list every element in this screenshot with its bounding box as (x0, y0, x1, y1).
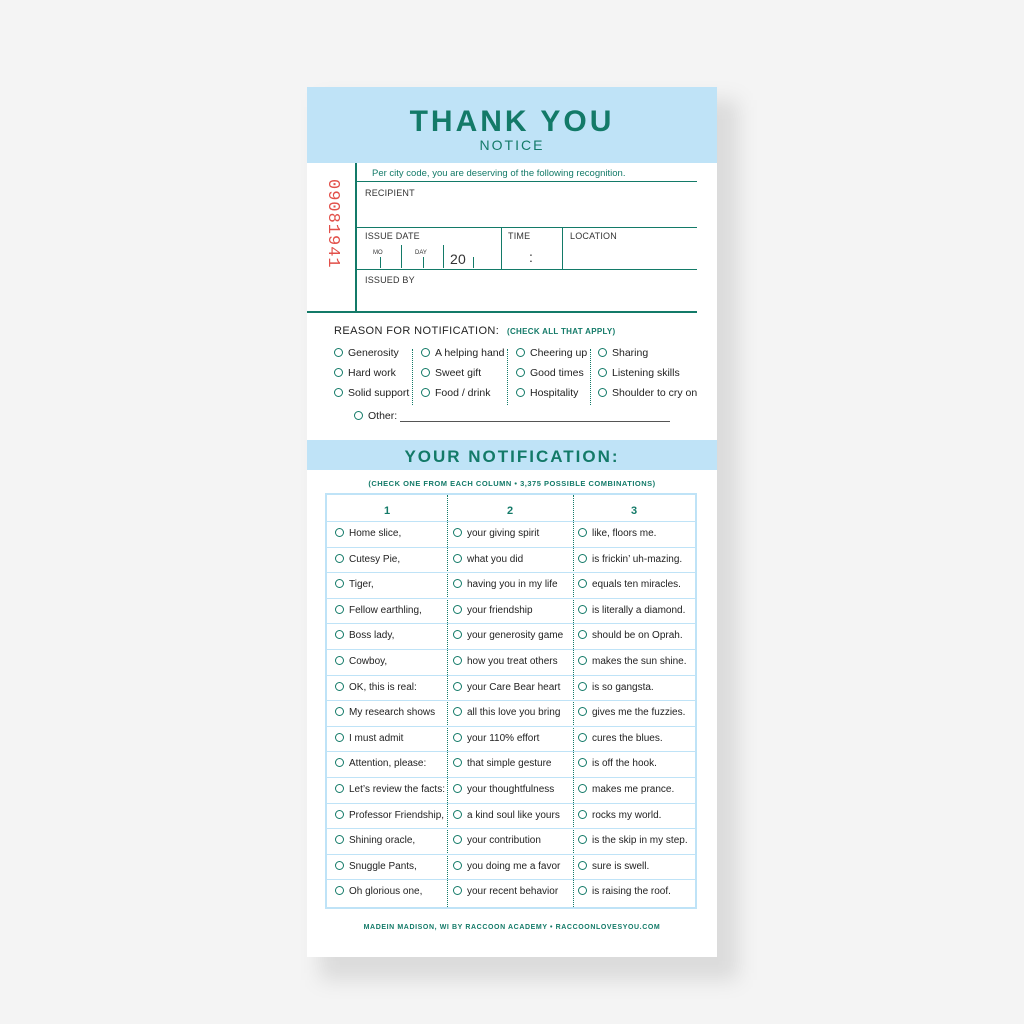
column-3-option[interactable] (578, 554, 682, 565)
column-1-option[interactable] (335, 656, 387, 667)
circle-checkbox-icon[interactable] (578, 861, 587, 870)
month-divider (401, 245, 402, 268)
circle-checkbox-icon[interactable] (335, 810, 344, 819)
circle-checkbox-icon[interactable] (453, 810, 462, 819)
option-text: having you in my life (467, 579, 558, 591)
circle-checkbox-icon[interactable] (578, 784, 587, 793)
circle-checkbox-icon[interactable] (578, 579, 587, 588)
option-text: Fellow earthling, (349, 604, 422, 616)
circle-checkbox-icon[interactable] (578, 835, 587, 844)
circle-checkbox-icon[interactable] (578, 605, 587, 614)
option-text: that simple gesture (467, 758, 552, 770)
reason-option[interactable] (598, 387, 697, 399)
column-3-option[interactable] (578, 733, 663, 744)
table-row (327, 700, 695, 726)
issue-date-label: ISSUE DATE (365, 231, 420, 241)
option-text: cures the blues. (592, 732, 663, 744)
reason-option[interactable] (421, 387, 490, 399)
circle-checkbox-icon[interactable] (335, 784, 344, 793)
circle-checkbox-icon[interactable] (516, 388, 525, 397)
circle-checkbox-icon[interactable] (335, 656, 344, 665)
circle-checkbox-icon[interactable] (453, 528, 462, 537)
option-text: Attention, please: (349, 758, 427, 770)
option-text: is frickin’ uh-mazing. (592, 553, 683, 565)
reason-divider-1 (412, 349, 413, 405)
column-1-option[interactable] (335, 707, 435, 718)
column-1-option[interactable] (335, 554, 400, 565)
issued-by-label: ISSUED BY (365, 275, 415, 285)
column-1-option[interactable] (335, 630, 394, 641)
column-1-option[interactable] (335, 861, 417, 872)
circle-checkbox-icon[interactable] (578, 886, 587, 895)
circle-checkbox-icon[interactable] (578, 758, 587, 767)
option-text: is literally a diamond. (592, 604, 686, 616)
circle-checkbox-icon[interactable] (453, 835, 462, 844)
table-row (327, 675, 695, 701)
column-1-option[interactable] (335, 886, 422, 897)
reason-option-label: Food / drink (435, 387, 491, 399)
table-row (327, 828, 695, 854)
time-divider (501, 227, 502, 269)
table-row (327, 623, 695, 649)
column-header-2: 2 (506, 505, 514, 517)
option-text: is raising the roof. (592, 886, 671, 898)
column-2-option[interactable] (453, 861, 560, 872)
column-3-option[interactable] (578, 758, 657, 769)
reason-title: REASON FOR NOTIFICATION: (334, 325, 500, 337)
option-text: is the skip in my step. (592, 835, 688, 847)
table-row (327, 521, 695, 547)
time-colon: : (529, 249, 534, 265)
option-text: OK, this is real: (349, 681, 417, 693)
circle-checkbox-icon[interactable] (453, 707, 462, 716)
other-label: Other: (368, 410, 398, 422)
circle-checkbox-icon[interactable] (598, 368, 607, 377)
column-3-option[interactable] (578, 861, 649, 872)
column-2-option[interactable] (453, 758, 552, 769)
circle-checkbox-icon[interactable] (335, 528, 344, 537)
table-row (327, 803, 695, 829)
column-1-option[interactable] (335, 682, 417, 693)
option-text: Oh glorious one, (349, 886, 423, 898)
option-text: your giving spirit (467, 528, 540, 539)
column-2-option[interactable] (453, 733, 539, 744)
reason-option[interactable] (598, 367, 680, 379)
column-2-option[interactable] (453, 528, 539, 539)
reason-divider-2 (507, 349, 508, 405)
circle-checkbox-icon[interactable] (453, 784, 462, 793)
option-text: sure is swell. (592, 860, 650, 872)
footer-credit: MADEIN MADISON, WI BY RACCOON ACADEMY • RACCOONLOVESYOU.COM (363, 924, 661, 931)
circle-checkbox-icon[interactable] (335, 579, 344, 588)
reason-option-label: Good times (530, 367, 584, 379)
column-1-option[interactable] (335, 835, 415, 846)
option-text: Let’s review the facts: (349, 784, 445, 795)
column-3-option[interactable] (578, 579, 681, 590)
recipient-label: RECIPIENT (365, 188, 415, 198)
option-text: is so gangsta. (592, 681, 654, 693)
day-tick (423, 257, 424, 268)
circle-checkbox-icon[interactable] (335, 554, 344, 563)
option-text: makes me prance. (592, 784, 675, 795)
column-2-option[interactable] (453, 682, 560, 693)
option-text: your Care Bear heart (467, 681, 561, 693)
column-3-option[interactable] (578, 810, 661, 821)
day-divider (443, 245, 444, 268)
table-row (327, 854, 695, 880)
reason-option[interactable] (516, 387, 578, 399)
option-text: your contribution (467, 835, 541, 847)
option-text: you doing me a favor (467, 860, 561, 872)
circle-checkbox-icon[interactable] (334, 348, 343, 357)
option-text: your recent behavior (467, 886, 559, 898)
option-text: makes the sun shine. (592, 656, 687, 667)
option-text: Snuggle Pants, (349, 860, 417, 872)
reason-option-label: A helping hand (435, 347, 505, 359)
column-2-option[interactable] (453, 810, 560, 821)
circle-checkbox-icon[interactable] (334, 388, 343, 397)
option-text: gives me the fuzzies. (592, 707, 686, 719)
column-2-option[interactable] (453, 707, 560, 718)
option-text: your thoughtfulness (467, 784, 555, 795)
reason-option[interactable] (598, 347, 648, 359)
column-1-option[interactable] (335, 579, 374, 590)
reason-option-label: Hospitality (530, 387, 579, 399)
reason-option[interactable] (334, 347, 399, 359)
option-text: Tiger, (349, 579, 374, 591)
option-text: your generosity game (467, 630, 564, 642)
circle-checkbox-icon[interactable] (453, 886, 462, 895)
circle-checkbox-icon[interactable] (578, 682, 587, 691)
circle-checkbox-icon[interactable] (578, 656, 587, 665)
option-text: your friendship (467, 604, 533, 616)
reason-option[interactable] (334, 387, 409, 399)
circle-checkbox-icon[interactable] (335, 682, 344, 691)
circle-checkbox-icon[interactable] (334, 368, 343, 377)
reason-option-label: Listening skills (612, 367, 680, 379)
recipient-rule (357, 227, 697, 228)
table-row (327, 649, 695, 675)
column-3-option[interactable] (578, 656, 687, 667)
table-row (327, 547, 695, 573)
column-3-option[interactable] (578, 630, 683, 641)
circle-checkbox-icon[interactable] (578, 554, 587, 563)
reason-option[interactable] (334, 367, 396, 379)
circle-checkbox-icon[interactable] (578, 707, 587, 716)
column-3-option[interactable] (578, 886, 671, 897)
circle-checkbox-icon[interactable] (578, 810, 587, 819)
year-tick (473, 257, 474, 268)
option-text: how you treat others (467, 656, 558, 667)
column-2-option[interactable] (453, 656, 558, 667)
location-label: LOCATION (570, 231, 617, 241)
circle-checkbox-icon[interactable] (598, 348, 607, 357)
notice-subtitle: NOTICE (479, 137, 545, 153)
column-2-option[interactable] (453, 835, 541, 846)
intro-rule (357, 181, 697, 182)
reason-subtitle: (CHECK ALL THAT APPLY) (507, 327, 616, 336)
circle-checkbox-icon[interactable] (335, 835, 344, 844)
option-text: is off the hook. (592, 758, 657, 770)
option-text: I must admit (349, 732, 404, 744)
serial-number: 09081941 (323, 179, 342, 269)
circle-checkbox-icon[interactable] (453, 605, 462, 614)
circle-checkbox-icon[interactable] (335, 733, 344, 742)
circle-checkbox-icon[interactable] (335, 758, 344, 767)
column-2-option[interactable] (453, 605, 533, 616)
reason-option-label: Sharing (612, 347, 649, 359)
circle-checkbox-icon[interactable] (453, 733, 462, 742)
column-1-option[interactable] (335, 758, 426, 769)
circle-checkbox-icon[interactable] (453, 579, 462, 588)
circle-checkbox-icon[interactable] (453, 682, 462, 691)
circle-checkbox-icon[interactable] (335, 630, 344, 639)
column-header-1: 1 (383, 505, 391, 517)
notification-instructions: (CHECK ONE FROM EACH COLUMN • 3,375 POSSIBLE COMBINATIONS) (368, 479, 656, 488)
circle-checkbox-icon[interactable] (453, 758, 462, 767)
circle-checkbox-icon[interactable] (421, 348, 430, 357)
option-text: Boss lady, (349, 630, 395, 642)
column-1-option[interactable] (335, 733, 403, 744)
circle-checkbox-icon[interactable] (516, 368, 525, 377)
circle-checkbox-icon[interactable] (453, 861, 462, 870)
option-text: your 110% effort (467, 732, 540, 744)
column-2-option[interactable] (453, 554, 523, 565)
option-text: Cowboy, (349, 656, 388, 667)
circle-checkbox-icon[interactable] (453, 630, 462, 639)
table-row (327, 726, 695, 752)
table-row (327, 777, 695, 803)
circle-checkbox-icon[interactable] (354, 411, 363, 420)
column-2-option[interactable] (453, 630, 563, 641)
column-2-option[interactable] (453, 784, 554, 795)
table-row (327, 879, 695, 905)
column-1-option[interactable] (335, 528, 401, 539)
column-3-option[interactable] (578, 682, 654, 693)
option-text: Home slice, (349, 528, 402, 539)
notification-band (307, 440, 717, 470)
column-2-option[interactable] (453, 886, 558, 897)
option-text: what you did (467, 553, 524, 565)
month-tick (380, 257, 381, 268)
option-text: all this love you bring (467, 707, 561, 719)
table-row (327, 572, 695, 598)
column-3-option[interactable] (578, 528, 656, 539)
option-text: equals ten miracles. (592, 579, 681, 591)
combination-grid (325, 493, 697, 909)
table-row (327, 751, 695, 777)
reason-option[interactable] (421, 347, 504, 359)
option-text: Cutesy Pie, (349, 553, 401, 565)
circle-checkbox-icon[interactable] (516, 348, 525, 357)
notification-title: YOUR NOTIFICATION: (404, 447, 620, 466)
reason-option-label: Shoulder to cry on (612, 387, 698, 399)
column-3-option[interactable] (578, 784, 674, 795)
column-3-option[interactable] (578, 605, 685, 616)
notice-title: THANK YOU (409, 105, 615, 138)
column-3-option[interactable] (578, 707, 685, 718)
form-left-rule (355, 163, 357, 313)
other-write-in-line[interactable] (400, 421, 670, 422)
reason-option-label: Sweet gift (435, 367, 482, 379)
month-label: MO (373, 250, 383, 256)
reason-option-label: Generosity (348, 347, 399, 359)
circle-checkbox-icon[interactable] (598, 388, 607, 397)
reason-option[interactable] (516, 367, 584, 379)
column-1-option[interactable] (335, 605, 422, 616)
intro-text: Per city code, you are deserving of the following recognition. (372, 168, 626, 179)
option-text: should be on Oprah. (592, 630, 683, 642)
reason-divider-3 (590, 349, 591, 405)
reason-option[interactable] (421, 367, 481, 379)
header-band (307, 87, 717, 163)
option-text: Professor Friendship, (349, 809, 445, 821)
reason-option-label: Hard work (348, 367, 396, 379)
option-text: rocks my world. (592, 809, 662, 821)
reason-option-label: Cheering up (530, 347, 588, 359)
circle-checkbox-icon[interactable] (453, 554, 462, 563)
circle-checkbox-icon[interactable] (421, 388, 430, 397)
circle-checkbox-icon[interactable] (335, 886, 344, 895)
circle-checkbox-icon[interactable] (335, 861, 344, 870)
column-3-option[interactable] (578, 835, 688, 846)
column-1-option[interactable] (335, 784, 445, 795)
option-text: Shining oracle, (349, 835, 416, 847)
reason-option[interactable] (516, 347, 587, 359)
circle-checkbox-icon[interactable] (335, 605, 344, 614)
column-2-option[interactable] (453, 579, 558, 590)
circle-checkbox-icon[interactable] (453, 656, 462, 665)
circle-checkbox-icon[interactable] (421, 368, 430, 377)
circle-checkbox-icon[interactable] (578, 733, 587, 742)
date-rule (357, 269, 697, 270)
reason-option-other[interactable] (354, 410, 397, 422)
circle-checkbox-icon[interactable] (335, 707, 344, 716)
table-row (327, 598, 695, 624)
thank-you-notice-card (307, 87, 717, 957)
location-divider (562, 227, 563, 269)
option-text: a kind soul like yours (467, 809, 560, 821)
column-header-3: 3 (630, 505, 638, 517)
option-text: like, floors me. (592, 528, 657, 539)
time-label: TIME (508, 231, 531, 241)
circle-checkbox-icon[interactable] (578, 528, 587, 537)
form-bottom-rule (307, 311, 697, 313)
option-text: My research shows (349, 707, 436, 719)
circle-checkbox-icon[interactable] (578, 630, 587, 639)
reason-option-label: Solid support (348, 387, 410, 399)
column-1-option[interactable] (335, 810, 444, 821)
year-prefix: 20 (450, 251, 466, 267)
day-label: DAY (415, 250, 427, 256)
